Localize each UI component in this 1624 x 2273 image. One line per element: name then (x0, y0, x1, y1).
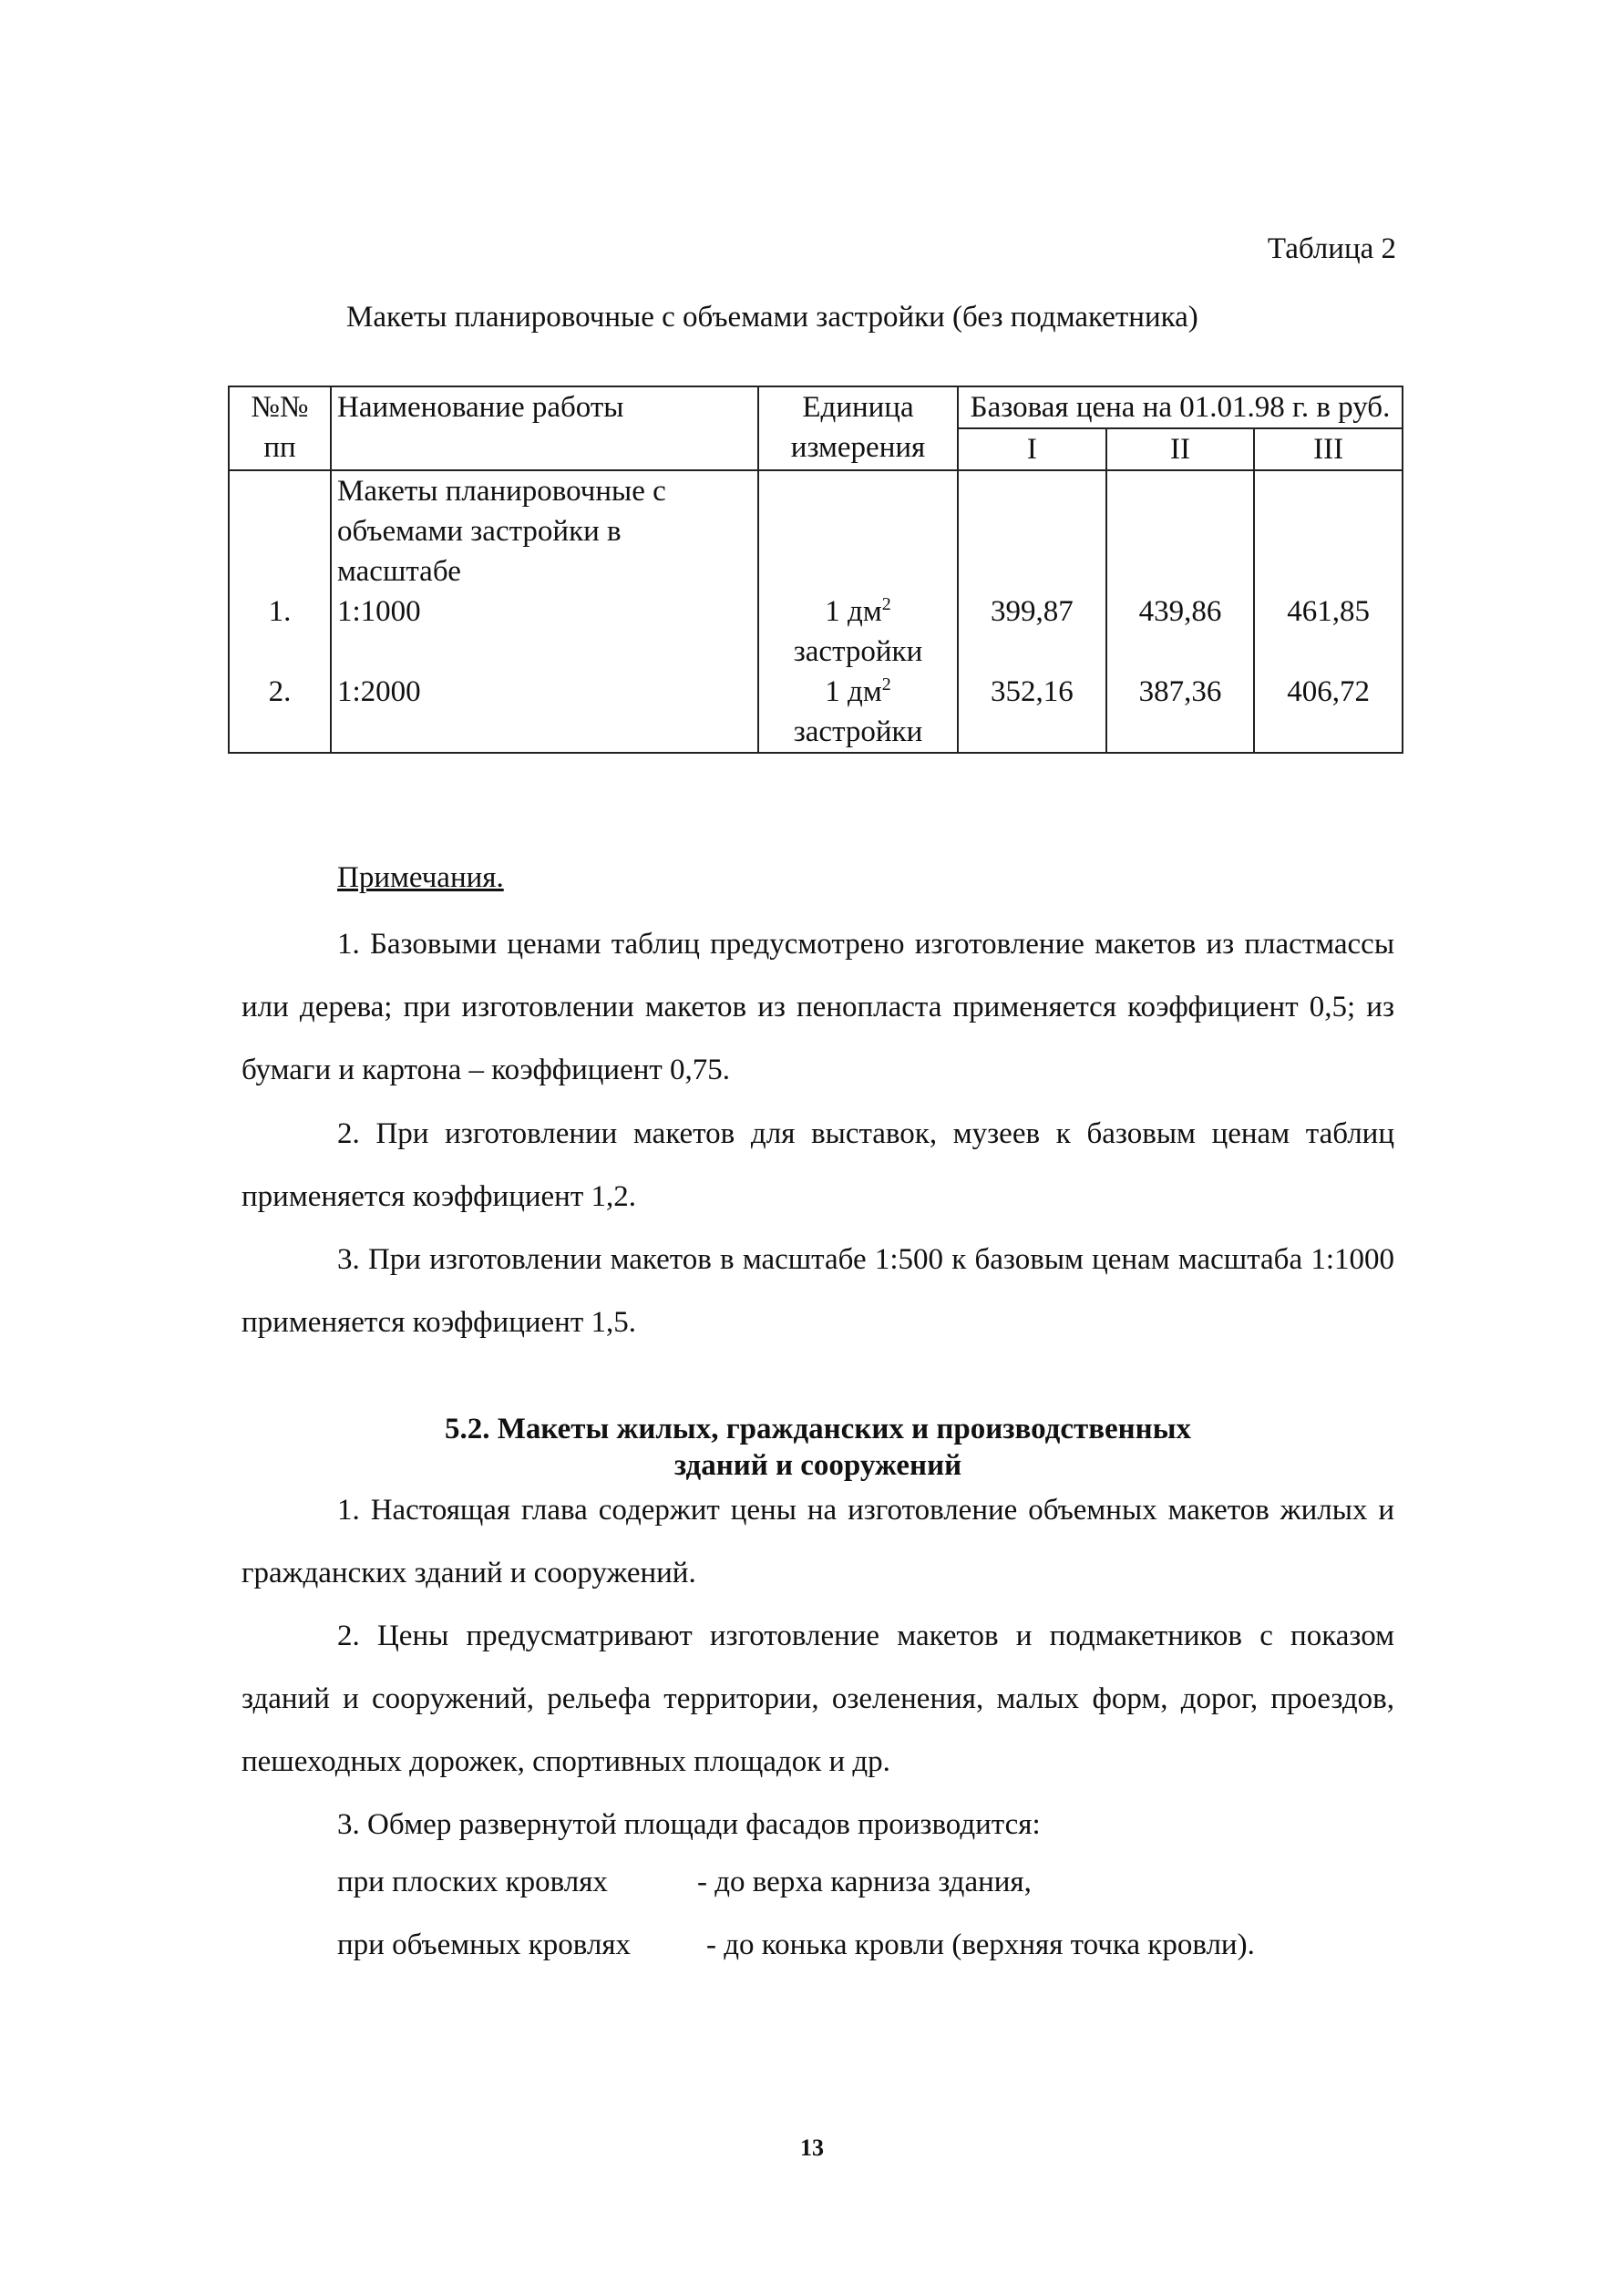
notes-title: Примечания. (337, 861, 504, 894)
group-p2-cell (1106, 470, 1255, 591)
table-label: Таблица 2 (1267, 232, 1396, 265)
table-row (229, 672, 1403, 753)
table-row (229, 591, 1403, 672)
row-price-3: 406,72 (1254, 672, 1403, 753)
measure-label-2: при объемных кровлях (337, 1928, 632, 1961)
price-table (228, 386, 1403, 754)
group-label: Макеты планировочные с объемами застройки в масштабе (331, 470, 758, 591)
measure-label-1: при плоских кровлях (337, 1866, 608, 1898)
measure-line-1 (337, 1866, 1032, 1899)
row-name: 1:1000 (331, 591, 758, 672)
row-unit-sup: 2 (881, 594, 891, 614)
section-title-line-1: 5.2. Макеты жилых, гражданских и производственных (445, 1413, 1191, 1445)
table-title: Макеты планировочные с объемами застройки (без подмакетника) (346, 301, 1198, 334)
table-group-row (229, 470, 1403, 591)
note-1: 1. Базовыми ценами таблиц предусмотрено изготовление макетов из пластмассы или дерева; при изготовлении макетов из пенопласта применяется коэффициент 0,5; из бумаги и картона – коэффициент 0,75. (242, 928, 1394, 1086)
header-cat-2: II (1106, 428, 1255, 470)
header-unit: Единица измерения (758, 386, 958, 470)
row-unit (758, 591, 958, 672)
header-cat-1: I (958, 428, 1106, 470)
measure-line-2 (337, 1928, 1255, 1962)
header-cat-3: III (1254, 428, 1403, 470)
row-price-1: 352,16 (958, 672, 1106, 753)
row-unit-value: 1 дм (825, 675, 882, 708)
row-unit-note: застройки (793, 715, 923, 748)
row-unit-sup: 2 (881, 674, 891, 694)
group-num-cell (229, 470, 331, 591)
section-paragraph-1: 1. Настоящая глава содержит цены на изготовление объемных макетов жилых и гражданских зданий и сооружений. (242, 1494, 1394, 1589)
row-price-2: 387,36 (1106, 672, 1255, 753)
table-header-row (229, 386, 1403, 428)
row-price-3: 461,85 (1254, 591, 1403, 672)
group-p1-cell (958, 470, 1106, 591)
row-num: 2. (229, 672, 331, 753)
group-p3-cell (1254, 470, 1403, 591)
header-price: Базовая цена на 01.01.98 г. в руб. (958, 386, 1403, 428)
row-unit-note: застройки (793, 635, 923, 668)
page-number: 13 (800, 2134, 824, 2161)
row-unit (758, 672, 958, 753)
measure-value-2: - до конька кровли (верхняя точка кровли). (706, 1928, 1255, 1961)
section-paragraph-2: 2. Цены предусматривают изготовление макетов и подмакетников с показом зданий и сооружений, рельефа территории, озеленения, малых форм, дорог, проездов, пешеходных дорожек, спортивных площадок и др. (242, 1620, 1394, 1778)
section-title-line-2: зданий и сооружений (673, 1449, 962, 1482)
row-name: 1:2000 (331, 672, 758, 753)
header-name: Наименование работы (331, 386, 758, 470)
row-unit-value: 1 дм (825, 595, 882, 628)
group-unit-cell (758, 470, 958, 591)
section-title (242, 1411, 1394, 1484)
row-price-1: 399,87 (958, 591, 1106, 672)
section-paragraph-3: 3. Обмер развернутой площади фасадов производится: (337, 1808, 1041, 1841)
note-2: 2. При изготовлении макетов для выставок, музеев к базовым ценам таблиц применяется коэффициент 1,2. (242, 1117, 1394, 1213)
header-num: №№ пп (229, 386, 331, 470)
row-price-2: 439,86 (1106, 591, 1255, 672)
row-num: 1. (229, 591, 331, 672)
measure-value-1: - до верха карниза здания, (697, 1866, 1032, 1898)
note-3: 3. При изготовлении макетов в масштабе 1:500 к базовым ценам масштаба 1:1000 применяется коэффициент 1,5. (242, 1243, 1394, 1339)
